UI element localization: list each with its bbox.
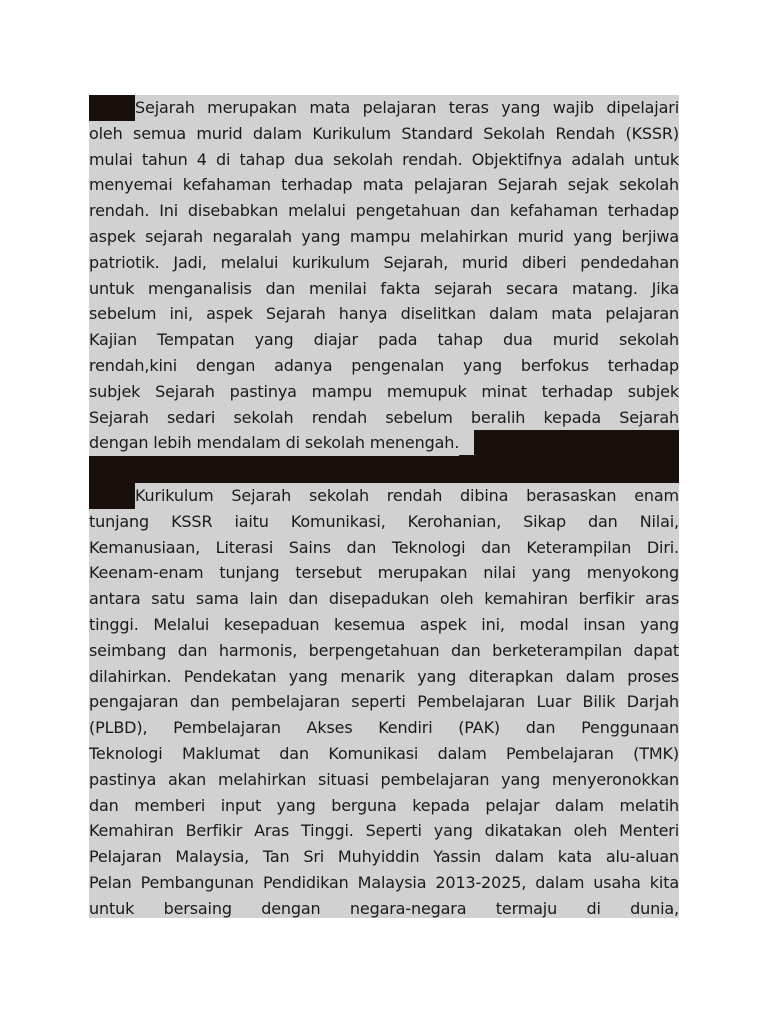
text-line: Kurikulum Sejarah sekolah rendah dibina berasaskan enam xyxy=(89,483,679,509)
text-line: untuk menganalisis dan menilai fakta sejarah secara matang. Jika xyxy=(89,278,679,298)
paragraph-2 xyxy=(89,483,679,922)
redaction-band xyxy=(89,455,679,483)
text-line: dengan lebih mendalam di sekolah menengah. xyxy=(89,430,679,456)
text-line: dan memberi input yang berguna kepada pelajar dalam melatih xyxy=(89,795,679,815)
text-line: seimbang dan harmonis, berpengetahuan dan berketerampilan dapat xyxy=(89,640,679,660)
text-line: Pelan Pembangunan Pendidikan Malaysia 2013-2025, dalam usaha kita xyxy=(89,872,679,892)
text-line: Kemanusiaan, Literasi Sains dan Teknologi dan Keterampilan Diri. xyxy=(89,537,679,557)
text-line: Keenam-enam tunjang tersebut merupakan nilai yang menyokong xyxy=(89,563,679,583)
text-line: pengajaran dan pembelajaran seperti Pembelajaran Luar Bilik Darjah xyxy=(89,692,679,712)
text-line: rendah,kini dengan adanya pengenalan yang berfokus terhadap xyxy=(89,355,679,375)
text-line: pastinya akan melahirkan situasi pembelajaran yang menyeronokkan xyxy=(89,769,679,789)
text-line: antara satu sama lain dan disepadukan oleh kemahiran berfikir aras xyxy=(89,589,679,609)
text-line: menyemai kefahaman terhadap mata pelajaran Sejarah sejak sekolah xyxy=(89,175,679,195)
text-line: Sejarah merupakan mata pelajaran teras yang wajib dipelajari xyxy=(89,95,679,121)
text-line: Kemahiran Berfikir Aras Tinggi. Seperti yang dikatakan oleh Menteri xyxy=(89,821,679,841)
text-line: dilahirkan. Pendekatan yang menarik yang diterapkan dalam proses xyxy=(89,666,679,686)
text-line: sebelum ini, aspek Sejarah hanya diselitkan dalam mata pelajaran xyxy=(89,304,679,324)
text-line: oleh semua murid dalam Kurikulum Standard Sekolah Rendah (KSSR) xyxy=(89,123,679,143)
text-line: Sejarah sedari sekolah rendah sebelum beralih kepada Sejarah xyxy=(89,407,679,427)
text-line: rendah. Ini disebabkan melalui pengetahuan dan kefahaman terhadap xyxy=(89,201,679,221)
text-line: Kajian Tempatan yang diajar pada tahap dua murid sekolah xyxy=(89,330,679,350)
indent-block xyxy=(89,483,135,509)
text-line: patriotik. Jadi, melalui kurikulum Sejarah, murid diberi pendedahan xyxy=(89,252,679,272)
text-line: aspek sejarah negaralah yang mampu melahirkan murid yang berjiwa xyxy=(89,226,679,246)
text-line: Pelajaran Malaysia, Tan Sri Muhyiddin Yassin dalam kata alu-aluan xyxy=(89,847,679,867)
text-line: (PLBD), Pembelajaran Akses Kendiri (PAK) dan Penggunaan xyxy=(89,718,679,738)
text-line: subjek Sejarah pastinya mampu memupuk minat terhadap subjek xyxy=(89,381,679,401)
paragraph-1 xyxy=(89,95,679,456)
text-line: mulai tahun 4 di tahap dua sekolah rendah. Objektifnya adalah untuk xyxy=(89,149,679,169)
text-line: tunjang KSSR iaitu Komunikasi, Kerohanian, Sikap dan Nilai, xyxy=(89,511,679,531)
text-line: tinggi. Melalui kesepaduan kesemua aspek ini, modal insan yang xyxy=(89,614,679,634)
text-line: untuk bersaing dengan negara-negara termaju di dunia, xyxy=(89,898,679,918)
indent-block xyxy=(89,95,135,121)
text-line: Teknologi Maklumat dan Komunikasi dalam Pembelajaran (TMK) xyxy=(89,743,679,763)
